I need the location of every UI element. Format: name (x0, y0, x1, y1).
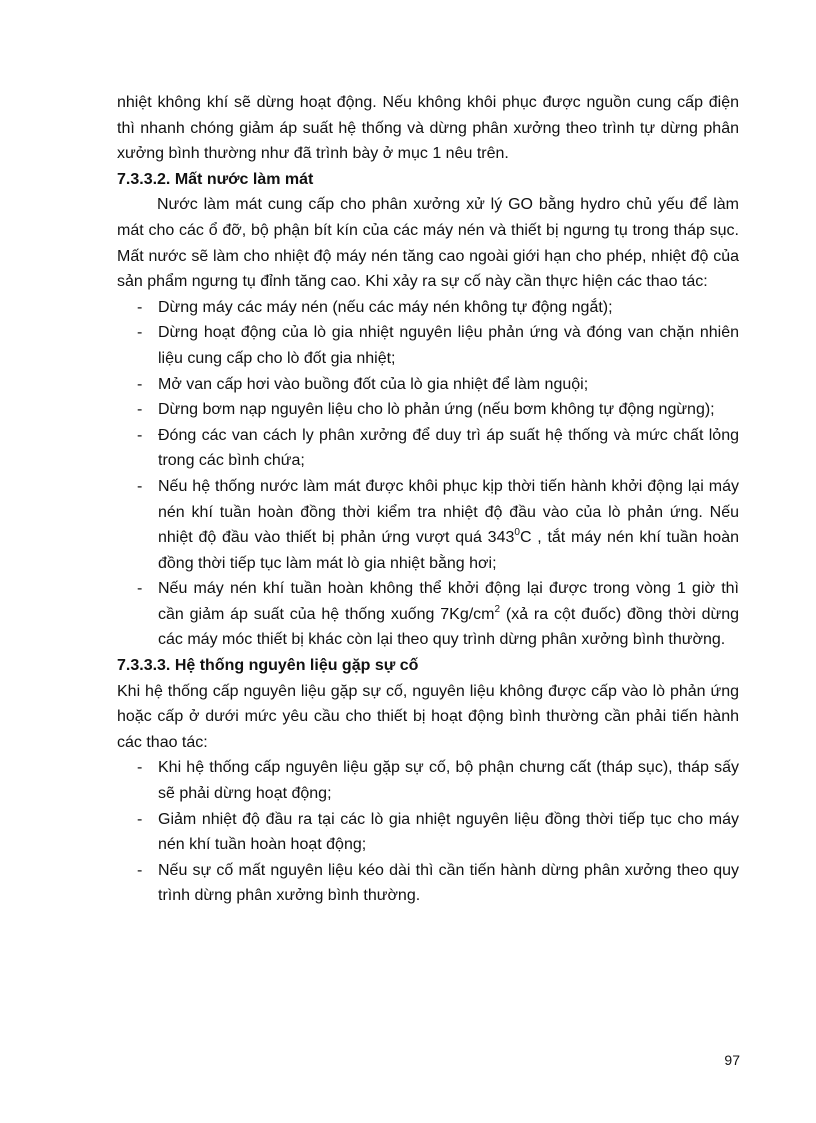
list-item: - Nếu hệ thống nước làm mát được khôi phục kịp thời tiến hành khởi động lại máy nén khí tuần hoàn đồng thời kiểm tra nhiệt độ đầu vào của lò phản ứng. Nếu nhiệt độ đầu vào thiết bị phản ứng vượt quá $343^0C$ , tắt máy nén khí tuần hoàn đồng thời tiếp tục làm mát lò gia nhiệt bằng hơi; (117, 474, 739, 576)
bullet-dash: - (137, 477, 143, 495)
page-number: 97 (724, 1052, 740, 1068)
list-item: - Dừng máy các máy nén (nếu các máy nén không tự động ngắt); (117, 295, 739, 321)
feed-failure-paragraph: Khi hệ thống cấp nguyên liệu gặp sự cố, nguyên liệu không được cấp vào lò phản ứng hoặc cấp ở dưới mức yêu cầu cho thiết bị hoạt động bình thường cần phải tiến hành các thao tác: (117, 682, 739, 751)
bullet-dash: - (137, 324, 143, 342)
cooling-water-paragraph: Nước làm mát cung cấp cho phân xưởng xử lý GO bằng hydro chủ yếu để làm mát cho các ổ đỡ, bộ phận bít kín của các máy nén và thiết bị ngưng tụ trong tháp sục. Mất nước sẽ làm cho nhiệt độ máy nén tăng cao ngoài giới hạn cho phép, nhiệt độ của sản phẩm ngưng tụ đỉnh tăng cao. Khi xảy ra sự cố này cần thực hiện các thao tác: (117, 196, 739, 291)
list-item: - Mở van cấp hơi vào buồng đốt của lò gia nhiệt để làm nguội; (117, 372, 739, 398)
list-item: - Giảm nhiệt độ đầu ra tại các lò gia nhiệt nguyên liệu đồng thời tiếp tục cho máy nén khí tuần hoàn hoạt động; (117, 807, 739, 858)
unit-superscript: 2 (494, 603, 501, 615)
bullet-dash: - (137, 401, 143, 419)
bullet-dash: - (137, 861, 143, 879)
bullet-dash: - (137, 580, 143, 598)
list-item: - Nếu máy nén khí tuần hoàn không thể khởi động lại được trong vòng 1 giờ thì cần giảm áp suất của hệ thống xuống $7Kg/cm^2$ (xả ra cột đuốc) đồng thời dừng các máy móc thiết bị khác còn lại theo quy trình dừng phân xưởng bình thường. (117, 576, 739, 653)
bullet-dash: - (137, 426, 143, 444)
section-heading-feed-failure: 7.3.3.3. Hệ thống nguyên liệu gặp sự cố (117, 657, 419, 675)
temperature-superscript: 0 (514, 526, 520, 538)
feed-failure-steps (117, 755, 739, 909)
list-item: - Dừng hoạt động của lò gia nhiệt nguyên liệu phản ứng và đóng van chặn nhiên liệu cung cấp cho lò đốt gia nhiệt; (117, 320, 739, 371)
bullet-dash: - (137, 375, 143, 393)
document-page (117, 90, 739, 909)
list-item: - Đóng các van cách ly phân xưởng để duy trì áp suất hệ thống và mức chất lỏng trong các bình chứa; (117, 423, 739, 474)
bullet-dash: - (137, 759, 143, 777)
section-heading-cooling-water: 7.3.3.2. Mất nước làm mát (117, 170, 314, 188)
bullet-dash: - (137, 298, 143, 316)
list-item: - Dừng bơm nạp nguyên liệu cho lò phản ứng (nếu bơm không tự động ngừng); (117, 397, 739, 423)
cooling-water-steps (117, 295, 739, 653)
list-item: - Khi hệ thống cấp nguyên liệu gặp sự cố, bộ phận chưng cất (tháp sục), tháp sấy sẽ phải dừng hoạt động; (117, 755, 739, 806)
intro-paragraph: nhiệt không khí sẽ dừng hoạt động. Nếu không khôi phục được nguồn cung cấp điện thì nhanh chóng giảm áp suất hệ thống và dừng phân xưởng theo trình tự dừng phân xưởng bình thường như đã trình bày ở mục 1 nêu trên. (117, 94, 739, 163)
list-item: - Nếu sự cố mất nguyên liệu kéo dài thì cần tiến hành dừng phân xưởng theo quy trình dừng phân xưởng bình thường. (117, 858, 739, 909)
bullet-dash: - (137, 810, 143, 828)
